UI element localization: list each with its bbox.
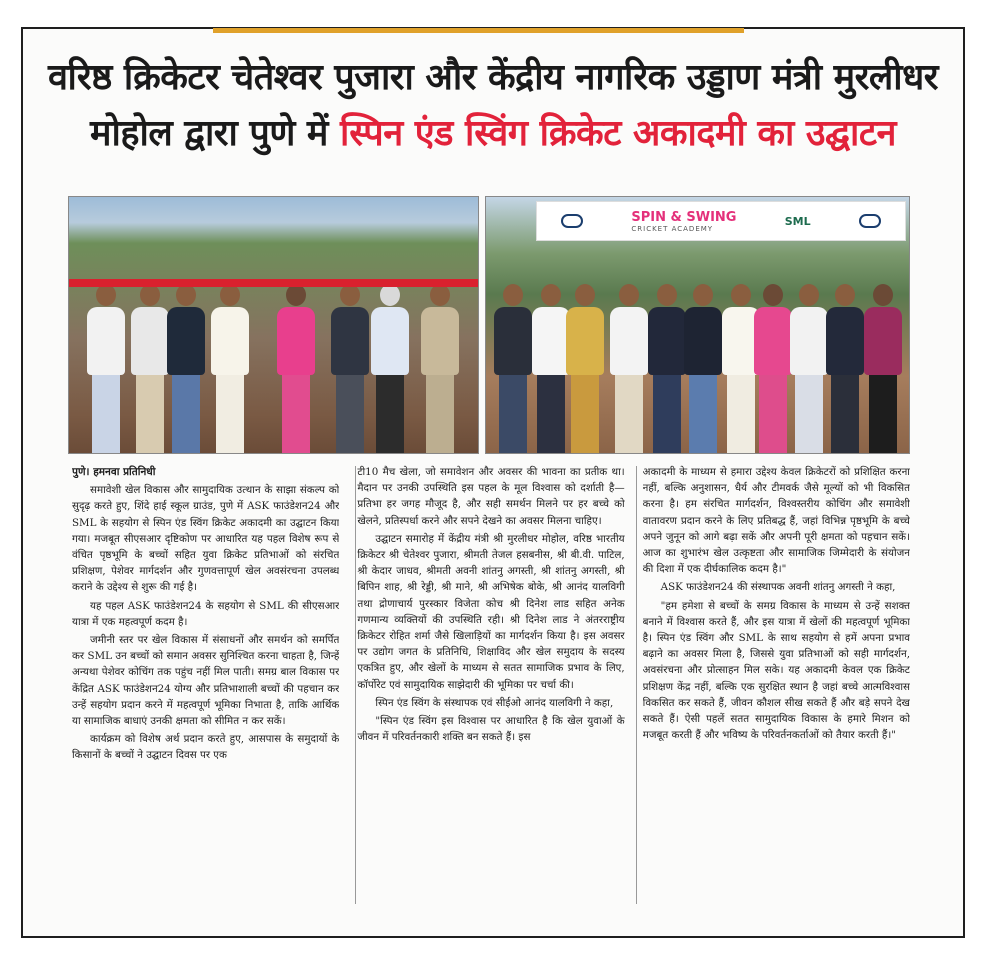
headline [40, 50, 946, 162]
person-figure [864, 284, 902, 453]
person-figure [131, 284, 169, 453]
person-figure [211, 284, 249, 453]
paragraph: "हम हमेशा से बच्चों के समग्र विकास के माध्यम से उन्हें सशक्त बनाने में विश्वास करते हैं, और इस यात्रा में खेलों की महत्वपूर्ण भूमिका है। स्पिन एंड स्विंग और SML के साथ सहयोग से हमें अपना प्रभाव बढ़ाने का अवसर मिला है, जिससे युवा प्रतिभाओं को सही मार्गदर्शन, अवसंरचना और प्रोत्साहन मिल सके। यह अकादमी केवल एक क्रिकेट प्रशिक्षण केंद्र नहीं, बल्कि एक सुरक्षित स्थान है जहां बच्चे आत्मविश्वास विकसित कर सकते हैं, जीवन कौशल सीख सकते हैं और बड़े सपने देख सकते हैं। ऐसी पहलें सतत सामुदायिक विकास के हमारे मिशन को मजबूत करती हैं और भविष्य के परिवर्तनकर्ताओं को तैयार करती हैं।" [642, 599, 910, 742]
headline-line-2-black: मोहोल द्वारा पुणे में [90, 113, 340, 154]
paragraph: "स्पिन एंड स्विंग इस विश्वास पर आधारित है कि खेल युवाओं के जीवन में परिवर्तनकारी शक्ति बन सकते हैं। इस [357, 715, 625, 744]
person-figure [790, 284, 828, 453]
paragraph: यह पहल ASK फाउंडेशन24 के सहयोग से SML की सीएसआर यात्रा में एक महत्वपूर्ण कदम है। [72, 599, 340, 628]
person-figure [87, 284, 125, 453]
person-figure [167, 284, 205, 453]
article-body [72, 464, 910, 904]
paragraph: ASK फाउंडेशन24 की संस्थापक अवनी शांतनु अगस्ती ने कहा, [660, 581, 896, 594]
headline-line-1: वरिष्ठ क्रिकेटर चेतेश्वर पुजारा और केंद्रीय नागरिक उड्डाण मंत्री मुरलीधर [48, 57, 938, 98]
person-figure [371, 284, 409, 453]
paragraph: उद्घाटन समारोह में केंद्रीय मंत्री श्री मुरलीधर मोहोल, वरिष्ठ भारतीय क्रिकेटर श्री चेतेश्वर पुजारा, श्रीमती तेजल हसबनीस, श्री बी.वी. पाटिल, श्री केदार जाधव, श्रीमती अवनी शांतनु अगस्ती, श्री शांतनु अगस्ती, श्री बिपिन शाह, श्री रेड्डी, श्री माने, श्री अभिषेक बोके, श्री आनंद यालविगी तथा द्रोणाचार्य पुरस्कार विजेता कोच श्री दिनेश लाड सहित अनेक गणमान्य व्यक्तियों की उपस्थिति रही। श्री दिनेश लाड ने अंतरराष्ट्रीय क्रिकेटर रोहित शर्मा जैसे खिलाड़ियों का मार्गदर्शन किया है। इस अवसर पर उद्योग जगत के प्रतिनिधि, शिक्षाविद और खेल समुदाय के सदस्य एकत्रित हुए, और खेलों के माध्यम से सतत सामाजिक प्रभाव के लिए, कॉर्पोरेट एवं सामुदायिक साझेदारी की भूमिका पर चर्चा की। [357, 532, 625, 691]
person-figure [610, 284, 648, 453]
headline-line-2-highlight: स्पिन एंड स्विंग क्रिकेट अकादमी का उद्घाटन [339, 113, 896, 154]
top-accent-bar [213, 28, 744, 33]
ribbon-cutting-photo [68, 196, 479, 454]
person-figure [277, 284, 315, 453]
sponsor-logo: SML [784, 214, 811, 228]
person-figure [331, 284, 369, 453]
byline: पुणे। हमनवा प्रतिनिधी [72, 466, 156, 478]
academy-logo: SPIN & SWING CRICKET ACADEMY [631, 209, 737, 233]
person-figure [648, 284, 686, 453]
academy-banner [536, 201, 906, 241]
paragraph: कार्यक्रम को विशेष अर्थ प्रदान करते हुए, आसपास के समुदायों के किसानों के बच्चों ने उद्घाटन दिवस पर एक [72, 733, 340, 762]
paragraph: स्पिन एंड स्विंग के संस्थापक एवं सीईओ आनंद यालविगी ने कहा, [375, 696, 614, 709]
person-figure [494, 284, 532, 453]
person-figure [754, 284, 792, 453]
paragraph: टी10 मैच खेला, जो समावेशन और अवसर की भावना का प्रतीक था। मैदान पर उनकी उपस्थिति इस पहल के मूल विश्वास को दर्शाती है—प्रतिभा हर जगह मौजूद है, और सही समर्थन मिलने पर हर बच्चे को खेलने, प्रतिस्पर्धा करने और सपने देखने का अवसर मिलना चाहिए। [357, 466, 625, 527]
paragraph: जमीनी स्तर पर खेल विकास में संसाधनों और समर्थन को समर्पित कर SML उन बच्चों को समान अवसर सुनिश्चित करना चाहता है, जिन्हें अन्यथा पेशेवर कोचिंग तक पहुंच नहीं मिल पाती। समग्र बाल विकास पर केंद्रित ASK फाउंडेशन24 योग्य और प्रतिभाशाली बच्चों की पहचान कर उन्हें सहयोग प्रदान करने में महत्वपूर्ण भूमिका निभाता है, ताकि आर्थिक या सामाजिक बाधाएं उनकी क्षमता को सीमित न कर सकें। [72, 634, 340, 728]
paragraph: अकादमी के माध्यम से हमारा उद्देश्य केवल क्रिकेटरों को प्रशिक्षित करना नहीं, बल्कि अनुशासन, धैर्य और टीमवर्क जैसे मूल्यों को भी विकसित करना है। हम संरचित मार्गदर्शन, विश्वस्तरीय कोचिंग और समावेशी वातावरण प्रदान करने के लिए प्रतिबद्ध हैं, जहां विभिन्न पृष्ठभूमि के बच्चे अपने जुनून को आगे बढ़ा सकें और अपनी पूरी क्षमता को पहचान सकें। आज का शुभारंभ खेल उत्कृष्टता और सामाजिक जिम्मेदारी के संयोजन की दिशा में एक दीर्घकालिक कदम है।" [642, 466, 910, 576]
person-figure [421, 284, 459, 453]
headline-line-2 [40, 106, 946, 162]
article-column-1 [72, 464, 339, 904]
paragraph: समावेशी खेल विकास और सामुदायिक उत्थान के साझा संकल्प को सुदृढ़ करते हुए, शिंदे हाई स्कूल ग्राउंड, पुणे में ASK फाउंडेशन24 और SML के सहयोग से स्पिन एंड स्विंग क्रिकेट अकादमी का उद्घाटन किया गया। मजबूत सीएसआर दृष्टिकोण पर आधारित यह पहल विशेष रूप से वंचित पृष्ठभूमि के बच्चों सहित युवा क्रिकेट प्रतिभाओं को संरचित प्रशिक्षण, पेशेवर मार्गदर्शन और गुणवत्तापूर्ण खेल अवसंरचना उपलब्ध कराने के उद्देश्य से शुरू की गई है। [72, 484, 340, 594]
crest-icon [561, 214, 583, 228]
article-column-2 [357, 464, 624, 904]
emblem-icon [859, 214, 881, 228]
person-figure [566, 284, 604, 453]
person-figure [684, 284, 722, 453]
article-column-3 [643, 464, 910, 904]
person-figure [532, 284, 570, 453]
ceremonial-ribbon [69, 279, 478, 287]
person-figure [826, 284, 864, 453]
group-photo [485, 196, 910, 454]
